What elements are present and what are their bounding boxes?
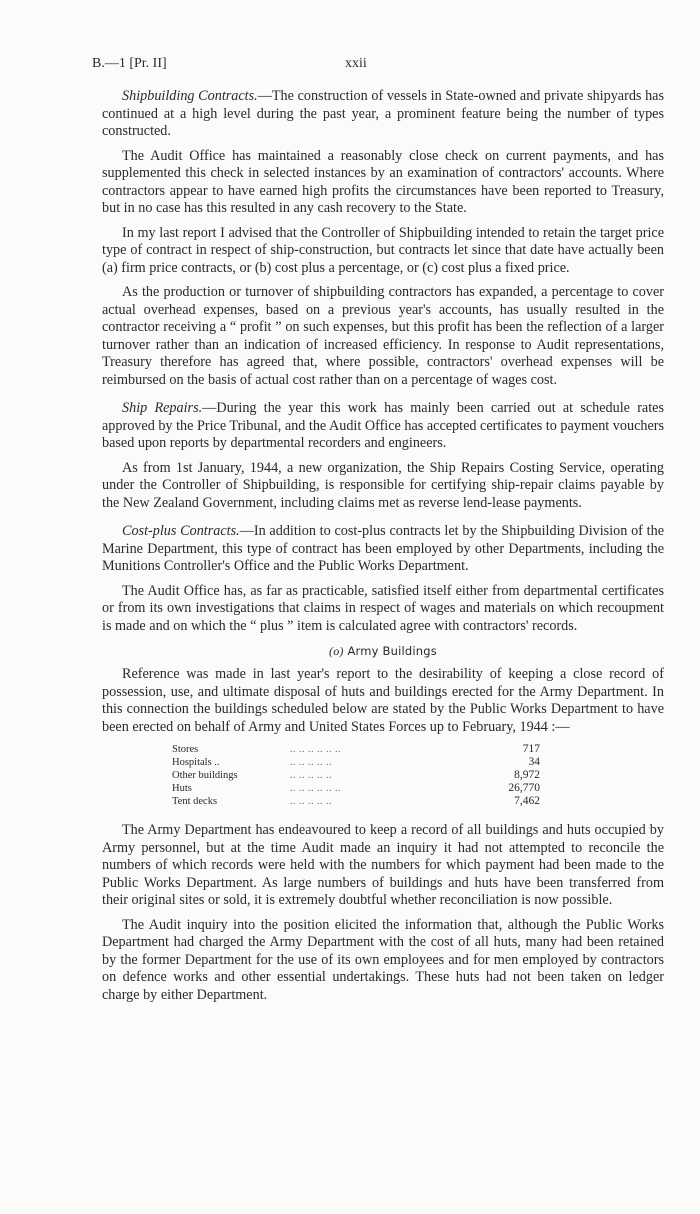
paragraph-text: As the production or turnover of shipbuilding contractors has expanded, a percentage to cover actual overhead expenses, based on a previous year's accounts, has usually resulted in the contractor receiving a “ profit ” on such expenses, but this profit has been the reflection of a larger turnover rather than an indication of increased efficiency. In response to Audit representations, Treasury therefore has agreed that, where possible, contractors' overhead expenses will be reimbursed on the basis of actual cost rather than on a percentage of wages cost. — [102, 284, 664, 388]
paragraph — [102, 523, 664, 576]
row-value: 8,972 — [514, 769, 540, 781]
row-label: Tent decks — [172, 796, 218, 807]
section-label: (o) — [329, 644, 344, 658]
leader-dots: .. .. .. .. .. .. — [290, 783, 341, 794]
paragraph-lead: Shipbuilding Contracts. — [122, 88, 258, 104]
row-value: 7,462 — [514, 795, 540, 807]
row-value: 34 — [528, 756, 540, 768]
paragraph-text: As from 1st January, 1944, a new organization, the Ship Repairs Costing Service, operating under the Controller of Shipbuilding, is responsible for certifying ship-repair claims payable by the New Zealand Government, including claims met as reverse lend-lease payments. — [102, 459, 664, 511]
table-row — [172, 782, 540, 795]
paragraph-text: —During the year this work has mainly been carried out at schedule rates approved by the Price Tribunal, and the Audit Office has accepted certificates to payment vouchers based upon reports by departmental recorders and engineers. — [102, 400, 664, 451]
table-row — [172, 743, 540, 756]
paragraph — [102, 284, 664, 389]
row-label: Stores — [172, 744, 199, 755]
paragraph — [102, 400, 664, 453]
paragraph-text: In my last report I advised that the Controller of Shipbuilding intended to retain the target price type of contract in respect of ship-construction, but contracts let since that date have actually been (a) firm price contracts, or (b) cost plus a percentage, or (c) cost plus a fixed price. — [102, 224, 664, 276]
paragraph — [102, 822, 664, 910]
paragraph-text: The Audit Office has, as far as practicable, satisfied itself either from departmental certificates or from its own investigations that claims in respect of wages and materials on which recoupment is made and on which the “ plus ” item is calculated agree with contractors' records. — [102, 582, 664, 634]
leader-dots: .. .. .. .. .. .. — [290, 744, 341, 755]
section-heading — [102, 644, 664, 659]
page-number: xxii — [345, 56, 367, 71]
paragraph — [102, 583, 664, 636]
page-header — [92, 56, 628, 76]
table-row — [172, 756, 540, 769]
paragraph-lead: Ship Repairs. — [122, 400, 203, 416]
page-body — [102, 88, 664, 1011]
row-label: Huts — [172, 783, 192, 794]
paragraph-text: —The construction of vessels in State-owned and private shipyards has continued at a high level during the past year, a prominent feature being the number of types constructed. — [102, 88, 665, 139]
table-row — [172, 795, 540, 808]
table-row — [172, 769, 540, 782]
paragraph — [102, 225, 664, 278]
paragraph-lead: Cost-plus Contracts. — [122, 523, 240, 539]
paragraph-text: The Army Department has endeavoured to keep a record of all buildings and huts occupied by Army personnel, but at the time Audit made an inquiry it had not attempted to reconcile the numbers of which records were held with the numbers for which payment had been made to the Public Works Department. As large numbers of buildings and huts have been transferred from their original sites or sold, it is extremely doubtful whether reconciliation is now possible. — [102, 822, 664, 908]
section-intro — [102, 666, 664, 736]
leader-dots: .. .. .. .. .. — [290, 757, 332, 768]
paragraph — [102, 460, 664, 513]
leader-dots: .. .. .. .. .. — [290, 770, 332, 781]
buildings-table — [172, 743, 540, 808]
paragraph-text: The Audit Office has maintained a reasonably close check on current payments, and has supplemented this check in selected instances by an examination of contractors' accounts. Where contractors appear to have earned high profits the circumstances have been reported to Treasury, but in no case has this resulted in any cash recovery to the State. — [102, 147, 664, 216]
section-title: Army Buildings — [347, 644, 437, 658]
paragraph-text: —In addition to cost-plus contracts let by the Shipbuilding Division of the Marine Department, this type of contract has been employed by other Departments, including the Munitions Controller's Office and the Public Works Department. — [102, 523, 664, 574]
row-label: Hospitals .. — [172, 757, 220, 768]
leader-dots: .. .. .. .. .. — [290, 796, 332, 807]
paragraph — [102, 88, 664, 141]
paragraph — [102, 917, 664, 1005]
paragraph — [102, 148, 664, 218]
paragraph-text: Reference was made in last year's report to the desirability of keeping a close record of possession, use, and ultimate disposal of huts and buildings erected for the Army Department. In this connection the buildings scheduled below are stated by the Public Works Department to have been erected on behalf of Army and United States Forces up to February, 1944 :— — [102, 666, 664, 735]
row-value: 26,770 — [508, 782, 540, 794]
paragraph-text: The Audit inquiry into the position elicited the information that, although the Public Works Department had charged the Army Department with the cost of all huts, many had been retained by the former Department for the use of its own employees and for men employed by contractors on defence works and other essential undertakings. These huts had not been taken on ledger charge by either Department. — [102, 916, 664, 1003]
row-label: Other buildings — [172, 770, 238, 781]
report-reference: B.—1 [Pr. II] — [92, 56, 167, 71]
row-value: 717 — [522, 743, 540, 755]
